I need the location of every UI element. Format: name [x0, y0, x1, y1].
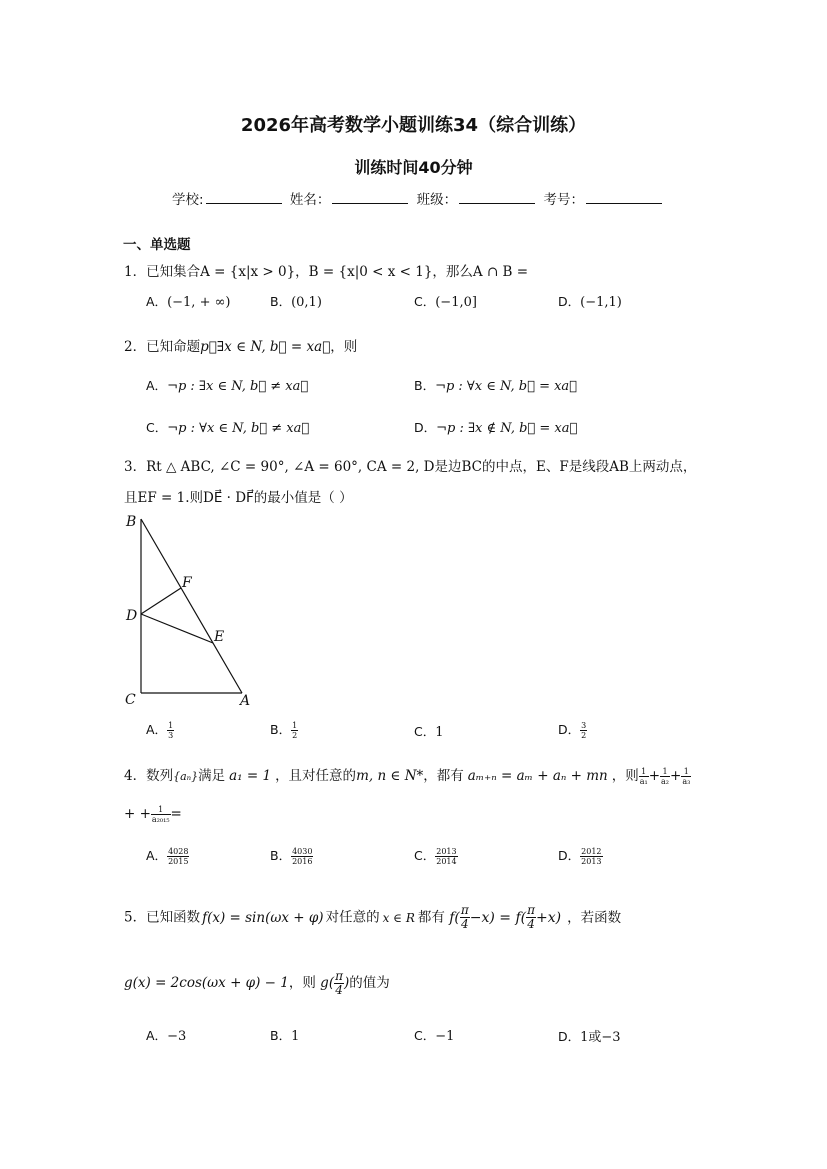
option-label: B． — [414, 378, 436, 393]
q2-statement: ：∃x ∈ N, b⃗ = xa⃗ — [208, 339, 331, 355]
label-f: F — [182, 575, 192, 591]
name-label: 姓名： — [289, 192, 331, 208]
option-text: (−1,1) — [580, 295, 622, 310]
sum-term-last — [151, 805, 171, 824]
class-label: 班级： — [416, 192, 458, 208]
pi-over-4 — [526, 904, 536, 931]
numerator: 4030 — [292, 847, 313, 856]
option-label: D． — [558, 294, 581, 309]
numerator: 1 — [681, 767, 691, 777]
q2-option-d[interactable] — [414, 418, 577, 436]
q4-line2 — [124, 805, 182, 824]
q5-function: f(x) = sin(ωx + φ) — [202, 909, 324, 926]
class-blank[interactable] — [459, 191, 535, 204]
page-title: 2026年高考数学小题训练34（综合训练） — [240, 115, 587, 136]
q2-option-a[interactable] — [146, 376, 308, 394]
question-4 — [124, 764, 691, 786]
q2-pre: 已知命题 — [146, 339, 201, 355]
fraction — [167, 721, 174, 740]
q1-option-b[interactable] — [270, 292, 322, 310]
q4-mn: m, n ∈ N* — [356, 768, 424, 784]
q4-text: ，且对任意的 — [275, 768, 357, 784]
option-text: 1 — [291, 1029, 300, 1044]
option-label: C． — [414, 294, 436, 309]
label-d: D — [126, 608, 138, 624]
denominator: 2 — [581, 731, 587, 740]
q4-text: 数列 — [146, 768, 174, 784]
q3-line1: Rt △ ABC, ∠C = 90°, ∠A = 60°, CA = 2, D是边BC的中点，E、F是线段AB上两动点， — [146, 459, 697, 475]
q3-option-b[interactable] — [270, 720, 298, 740]
option-label: C． — [414, 1028, 436, 1043]
q5-line2 — [124, 970, 390, 997]
label-c: C — [125, 692, 136, 708]
denominator: a₂₀₁₅ — [151, 815, 170, 824]
sum-term-2 — [660, 767, 670, 786]
q5-text: ，则 — [288, 975, 316, 991]
option-label: D． — [414, 420, 437, 435]
sym-right: +x) — [536, 909, 562, 926]
equals-sign: = — [170, 806, 182, 822]
option-label: B． — [270, 1028, 292, 1043]
fraction — [435, 847, 457, 866]
numerator: 2012 — [581, 847, 602, 856]
id-label: 考号： — [543, 192, 584, 208]
option-label: A． — [146, 378, 168, 393]
numerator: 3 — [581, 721, 587, 730]
numerator: 4028 — [168, 847, 189, 856]
fraction — [291, 847, 313, 866]
option-label: A． — [146, 294, 168, 309]
q2-option-c[interactable] — [146, 418, 309, 436]
page-subtitle: 训练时间40分钟 — [354, 158, 473, 177]
plus-sign: + — [648, 768, 661, 784]
option-label: D． — [558, 1029, 581, 1044]
q5-symmetry — [449, 903, 562, 931]
option-label: A． — [146, 1028, 168, 1043]
q5-text: 对任意的 — [325, 909, 380, 926]
school-label: 学校: — [172, 192, 204, 208]
question-3 — [124, 455, 696, 475]
q5-g-function: g(x) = 2cos(ωx + φ) − 1 — [124, 975, 289, 991]
denominator: 4 — [527, 917, 535, 931]
g-post: ) — [343, 975, 350, 991]
denominator: a₁ — [639, 777, 648, 786]
segment-df — [141, 588, 181, 614]
g-pre: g( — [320, 975, 335, 991]
numerator: 1 — [639, 767, 649, 777]
q4-lead: + + — [124, 806, 151, 822]
option-label: C． — [414, 724, 436, 739]
pi-over-4 — [334, 970, 344, 997]
numerator: π — [460, 903, 469, 917]
denominator: 2013 — [581, 857, 602, 866]
option-text: ¬p : ∀x ∈ N, b⃗ ≠ xa⃗ — [167, 421, 310, 436]
q5-number: 5． — [124, 909, 147, 926]
q4-sequence: {aₙ} — [173, 770, 199, 783]
option-text: ¬p : ∃x ∈ N, b⃗ ≠ xa⃗ — [167, 379, 309, 394]
numerator: 1 — [168, 721, 174, 730]
option-text: ¬p : ∃x ∉ N, b⃗ = xa⃗ — [436, 421, 578, 436]
q3-number: 3． — [124, 459, 147, 475]
q4-option-b[interactable] — [270, 846, 313, 866]
q4-option-c[interactable] — [414, 846, 458, 866]
q4-text: ，都有 — [423, 768, 464, 784]
student-info-row — [172, 188, 666, 208]
option-label: C． — [146, 420, 168, 435]
school-blank[interactable] — [206, 191, 282, 204]
q4-a1: a₁ = 1 — [229, 768, 272, 784]
denominator: 3 — [168, 731, 174, 740]
label-b: B — [126, 514, 137, 530]
q1-option-c[interactable] — [414, 292, 477, 310]
option-label: A． — [146, 848, 168, 863]
sym-mid: −x) = f( — [469, 909, 527, 926]
numerator: 1 — [292, 721, 298, 730]
q1-option-d[interactable] — [558, 292, 622, 310]
q3-option-a[interactable] — [146, 720, 174, 740]
question-1 — [124, 260, 528, 280]
q3-triangle-figure — [120, 508, 260, 708]
option-text: −1 — [435, 1029, 455, 1044]
denominator: 2 — [292, 731, 298, 740]
segment-de — [141, 614, 213, 643]
q2-p: p — [200, 339, 209, 355]
numerator: 2013 — [436, 847, 457, 856]
q5-text: 都有 — [417, 909, 445, 926]
denominator: 4 — [460, 917, 469, 931]
q2-number: 2． — [124, 339, 147, 355]
plus-sign: + — [670, 768, 682, 784]
q1-text: 已知集合A = {x|x > 0}，B = {x|0 < x < 1}，那么A ∩ B = — [146, 264, 529, 280]
option-text: −3 — [167, 1029, 187, 1044]
label-a: A — [240, 693, 251, 708]
option-text: (−1,0] — [435, 295, 477, 310]
q1-number: 1． — [124, 264, 147, 280]
q4-option-a[interactable] — [146, 846, 189, 866]
numerator: 1 — [151, 805, 171, 815]
numerator: 1 — [660, 767, 670, 777]
q5-option-b[interactable] — [270, 1026, 299, 1044]
option-label: A． — [146, 722, 168, 737]
numerator: π — [527, 903, 536, 917]
q4-recurrence: aₘ₊ₙ = aₘ + aₙ + mn — [467, 768, 608, 784]
q5-domain: x ∈ R — [382, 910, 415, 925]
option-label: D． — [558, 722, 581, 737]
option-label: B． — [270, 722, 292, 737]
q4-number: 4． — [124, 768, 147, 784]
fraction — [291, 721, 298, 740]
name-blank[interactable] — [332, 191, 408, 204]
section-heading: 一、单选题 — [123, 237, 191, 253]
option-text: 1 — [435, 725, 444, 740]
denominator: 4 — [335, 983, 343, 997]
q3-line2: 且EF = 1.则DE⃗ · DF⃗的最小值是（ ） — [124, 490, 353, 506]
question-2 — [124, 335, 357, 355]
q5-text: 已知函数 — [146, 909, 201, 926]
q3-option-c[interactable] — [414, 722, 444, 740]
q5-option-d[interactable] — [558, 1026, 621, 1045]
q5-g-value — [320, 969, 350, 997]
q4-option-d[interactable] — [558, 846, 603, 866]
fraction — [580, 847, 602, 866]
q4-text: 满足 — [198, 768, 226, 784]
pi-over-4 — [460, 904, 470, 931]
q5-text: ，若函数 — [567, 909, 622, 926]
fraction — [167, 847, 189, 866]
segment-ab — [141, 519, 242, 693]
denominator: 2016 — [292, 857, 313, 866]
option-label: B． — [270, 294, 292, 309]
q2-post: ，则 — [330, 339, 358, 355]
denominator: 2014 — [436, 857, 457, 866]
option-label: C． — [414, 848, 436, 863]
numerator: π — [335, 969, 343, 983]
sym-left: f( — [449, 909, 460, 926]
q4-text: ，则 — [611, 768, 639, 784]
id-blank[interactable] — [586, 191, 662, 204]
denominator: 2015 — [168, 857, 189, 866]
fraction — [580, 721, 587, 740]
sum-term-1 — [639, 767, 649, 786]
sum-term-3 — [681, 767, 691, 786]
q2-option-b[interactable] — [414, 376, 577, 394]
option-label: B． — [270, 848, 292, 863]
q5-option-a[interactable] — [146, 1026, 186, 1044]
question-5 — [124, 904, 621, 931]
q1-option-a[interactable] — [146, 292, 231, 310]
q5-option-c[interactable] — [414, 1026, 454, 1044]
option-text: (−1, + ∞) — [167, 295, 231, 310]
option-label: D． — [558, 848, 581, 863]
denominator: a₃ — [682, 777, 691, 786]
option-text: ¬p : ∀x ∈ N, b⃗ = xa⃗ — [435, 379, 577, 394]
q5-text: 的值为 — [349, 975, 390, 991]
label-e: E — [214, 629, 225, 645]
denominator: a₂ — [661, 777, 670, 786]
option-text: 1或−3 — [580, 1030, 621, 1045]
option-text: (0,1) — [291, 295, 322, 310]
q3-option-d[interactable] — [558, 720, 587, 740]
